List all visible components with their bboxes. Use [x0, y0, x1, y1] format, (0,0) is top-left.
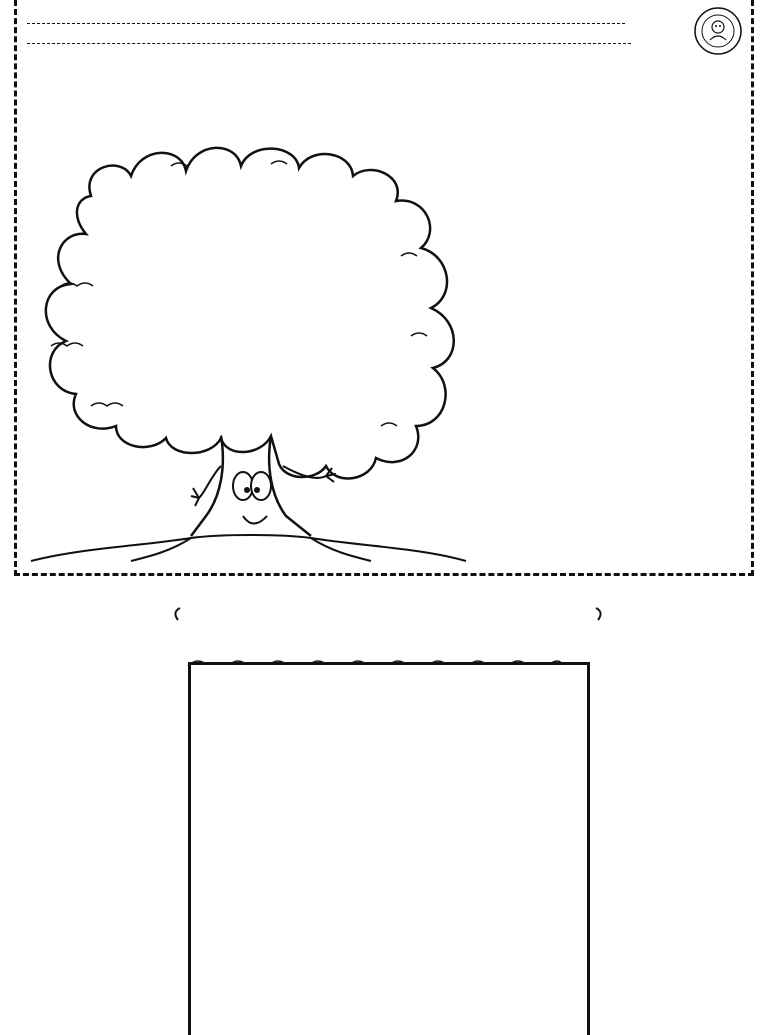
name-field[interactable]	[27, 13, 625, 24]
seal-logo-icon	[693, 6, 743, 56]
date-line	[27, 32, 631, 48]
tree-illustration	[21, 136, 471, 572]
date-field[interactable]	[27, 33, 631, 44]
name-line	[27, 12, 625, 28]
worksheet	[14, 0, 754, 576]
promo-card	[148, 600, 620, 1024]
promo-content	[188, 662, 590, 1035]
